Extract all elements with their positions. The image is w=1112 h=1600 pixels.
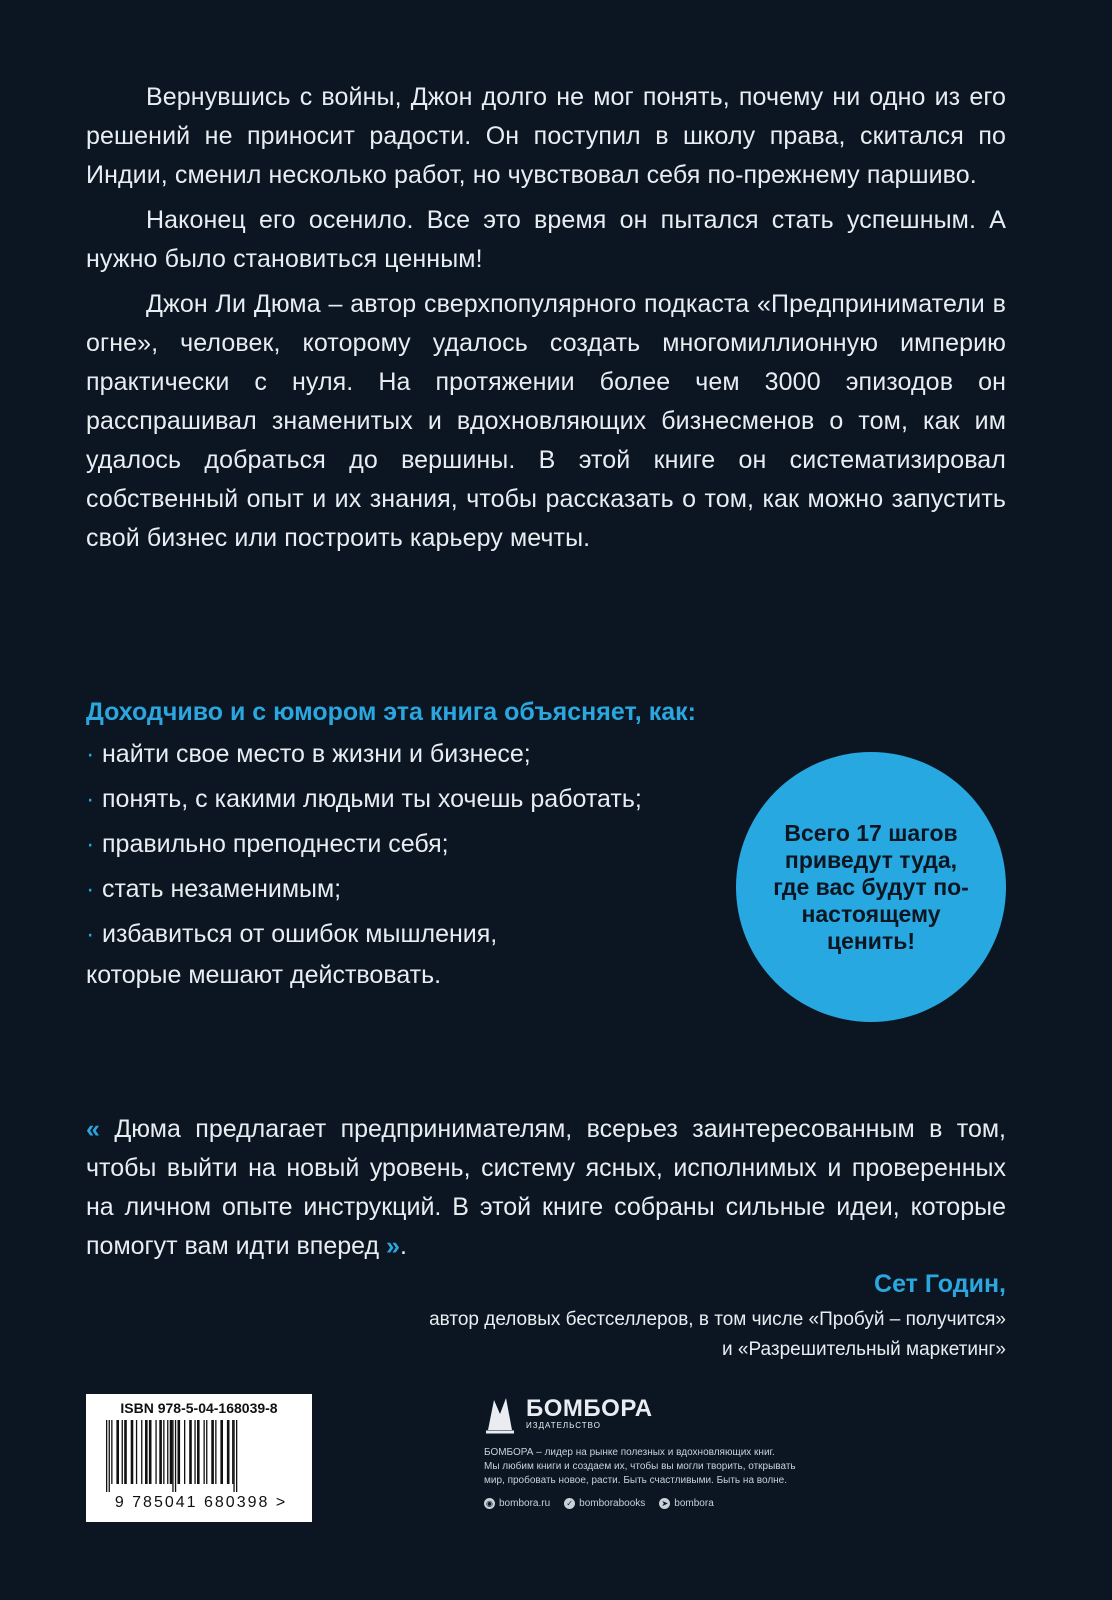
barcode-bar: [141, 1420, 142, 1484]
highlight-badge: [736, 752, 1006, 1022]
list-item: [86, 736, 766, 772]
list-item: [86, 871, 766, 907]
barcode-bar: [194, 1420, 195, 1484]
social-link-vk[interactable]: [564, 1498, 645, 1509]
open-quote-icon: «: [86, 1115, 100, 1143]
barcode-bar: [167, 1420, 168, 1484]
author-desc-line: и «Разрешительный маркетинг»: [722, 1339, 1006, 1360]
barcode-bar: [211, 1420, 214, 1484]
barcode-bar: [175, 1420, 176, 1492]
publisher-desc-line: БОМБОРА – лидер на рынке полезных и вдохновляющих книг.: [484, 1447, 775, 1458]
barcode: [86, 1394, 312, 1522]
barcode-bar: [116, 1420, 119, 1484]
publisher-name: БОМБОРА: [526, 1395, 653, 1422]
barcode-bar: [204, 1420, 205, 1484]
publisher-desc-line: мир, пробовать новое, расти. Быть счастливыми. Быть на волне.: [484, 1475, 788, 1486]
telegram-icon: ➤: [659, 1498, 670, 1509]
list-item-text: понять, с какими людьми ты хочешь работать;: [102, 785, 642, 813]
badge-text: Всего 17 шагов приведут туда, где вас будут по-настоящему ценить!: [773, 819, 969, 954]
barcode-bar: [109, 1420, 110, 1492]
barcode-bar: [215, 1420, 216, 1484]
bullet-icon: ·: [86, 740, 95, 768]
bullet-icon: ·: [86, 875, 95, 903]
barcode-bar: [155, 1420, 156, 1484]
features-heading: Доходчиво и с юмором эта книга объясняет, как:: [86, 698, 696, 726]
testimonial: [86, 1110, 1006, 1365]
barcode-bar: [111, 1420, 112, 1484]
author-desc-line: автор деловых бестселлеров, в том числе «Пробуй – получится»: [429, 1309, 1006, 1330]
features-section: [86, 694, 766, 993]
intro-paragraph: Наконец его осенило. Все это время он пытался стать успешным. А нужно было становиться ценным!: [86, 206, 1006, 273]
barcode-bar: [184, 1420, 185, 1484]
quote-suffix: .: [399, 1232, 407, 1260]
quote-author-desc: [86, 1305, 1006, 1365]
globe-icon: ◉: [484, 1498, 495, 1509]
list-item-text: найти свое место в жизни и бизнесе;: [102, 740, 531, 768]
quote-author: Сет Годин,: [874, 1270, 1006, 1298]
bombora-logo-icon: [484, 1394, 516, 1434]
barcode-bar: [220, 1420, 223, 1484]
publisher-logo: [484, 1394, 884, 1434]
publisher-sub: ИЗДАТЕЛЬСТВО: [526, 1421, 601, 1430]
ean-number: 9 785041 680398 >: [114, 1494, 288, 1511]
list-item-text: правильно преподнести себя;: [102, 830, 449, 858]
barcode-bar: [106, 1420, 107, 1492]
publisher-social: [484, 1498, 884, 1509]
isbn-number: ISBN 978-5-04-168039-8: [120, 1400, 278, 1416]
publisher-desc-line: Мы любим книги и создаем их, чтобы вы могли творить, открывать: [484, 1461, 796, 1472]
barcode-bar: [159, 1420, 162, 1484]
barcode-bars: [104, 1420, 294, 1492]
list-item: [86, 916, 766, 952]
barcode-bar: [122, 1420, 123, 1484]
social-link-telegram[interactable]: [659, 1498, 713, 1509]
barcode-bar: [163, 1420, 164, 1484]
barcode-bar: [206, 1420, 207, 1484]
list-item-text: стать незаменимым;: [102, 875, 342, 903]
close-quote-icon: »: [386, 1232, 400, 1260]
barcode-bar: [178, 1420, 181, 1484]
intro-paragraph: Джон Ли Дюма – автор сверхпопулярного подкаста «Предприниматели в огне», человек, которому удалось создать многомиллионную империю практически с нуля. На протяжении более чем 3000 эпизодов он расспрашивал знаменитых и вдохновляющих бизнесменов о том, как им удалось добраться до вершины. В этой книге он систематизировал собственный опыт и их знания, чтобы рассказать о том, как можно запустить свой бизнес или построить карьеру мечты.: [86, 290, 1006, 552]
list-item: [86, 781, 766, 817]
barcode-bar: [232, 1420, 233, 1484]
bullet-icon: ·: [86, 830, 95, 858]
features-tail: которые мешают действовать.: [86, 961, 442, 989]
barcode-bar: [233, 1420, 234, 1492]
quote-body: Дюма предлагает предпринимателям, всерьез заинтересованным в том, чтобы выйти на новый уровень, систему ясных, исполнимых и проверенных на личном опыте инструкций. В этой книге собраны сильные идеи, которые помогут вам идти вперед: [86, 1115, 1007, 1260]
social-label: bomborabooks: [579, 1498, 646, 1509]
social-label: bombora.ru: [499, 1498, 551, 1509]
list-item-text: избавиться от ошибок мышления,: [102, 920, 498, 948]
barcode-bar: [170, 1420, 173, 1484]
intro-text: [86, 78, 1006, 564]
barcode-bar: [124, 1420, 127, 1484]
bullet-icon: ·: [86, 920, 95, 948]
list-item: [86, 826, 766, 862]
barcode-bar: [189, 1420, 192, 1484]
publisher-block: [484, 1394, 884, 1509]
publisher-description: [484, 1446, 884, 1488]
barcode-bar: [197, 1420, 200, 1484]
barcode-bar: [172, 1420, 173, 1492]
social-label: bombora: [674, 1498, 714, 1509]
barcode-bar: [131, 1420, 134, 1484]
features-list: [86, 736, 766, 952]
vk-icon: ✓: [564, 1498, 575, 1509]
barcode-bar: [149, 1420, 152, 1484]
social-link-site[interactable]: [484, 1498, 550, 1509]
barcode-bar: [227, 1420, 230, 1484]
barcode-bar: [236, 1420, 237, 1492]
intro-paragraph: Вернувшись с войны, Джон долго не мог понять, почему ни одно из его решений не приносит радости. Он поступил в школу права, скитался по Индии, сменил несколько работ, но чувствовал себя по-прежнему паршиво.: [86, 83, 1006, 189]
quote-text: [86, 1110, 1006, 1266]
barcode-bar: [145, 1420, 148, 1484]
barcode-bar: [136, 1420, 137, 1484]
bullet-icon: ·: [86, 785, 95, 813]
